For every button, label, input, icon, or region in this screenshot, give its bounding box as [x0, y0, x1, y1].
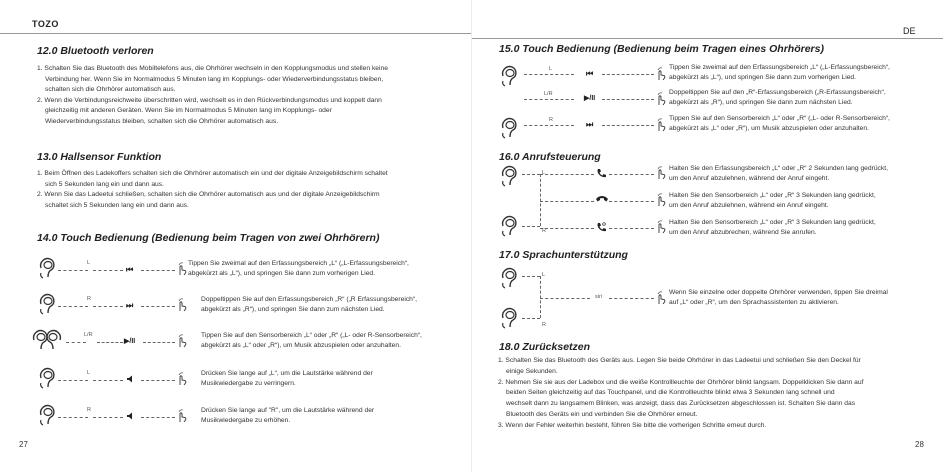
text-line: abgekürzt als „L“ oder „R“), um Musik abzuspielen oder anzuhalten.	[669, 125, 869, 133]
connector-line	[609, 228, 654, 229]
volume-down-icon	[126, 375, 134, 383]
text-line: Tippen Sie zweimal auf den Erfassungsbereich „L“ („L-Erfassungsbereich“,	[669, 64, 890, 71]
text-line: abgekürzt als „R“), und springen Sie dann zum nächsten Lied.	[669, 99, 853, 107]
earbud-icon	[499, 116, 521, 140]
text-line: Doppeltippen Sie auf den Erfassungsbereich „R“ („R Erfassungsbereich“,	[201, 296, 417, 303]
text-line: Doppeltippen Sie auf den „R“-Erfassungsbereich („R-Erfassungsbereich“,	[669, 89, 886, 96]
connector-line	[58, 417, 88, 418]
section-title-bluetooth-lost: 12.0 Bluetooth verloren	[37, 45, 154, 57]
connector-line	[141, 380, 175, 381]
tap-hand-icon	[177, 262, 187, 276]
connector-line	[540, 174, 541, 226]
phone-reject-icon	[596, 195, 608, 203]
connector-line	[540, 201, 594, 202]
page-number: 27	[19, 440, 28, 449]
siri-label: siri	[595, 294, 603, 300]
text-line: 2. Wenn die Verbindungsreichweite überschritten wird, wechselt es in den Rückverbindungsmodus und koppelt dann	[37, 96, 382, 104]
earbud-icon	[37, 292, 59, 316]
connector-line	[540, 174, 594, 175]
connector-line	[58, 270, 88, 271]
touch-row	[0, 328, 471, 358]
connector-line	[58, 380, 88, 381]
connector-line	[93, 380, 123, 381]
touch-diagram-single	[472, 62, 943, 140]
text-line: um den Anruf abzubrechen, während Sie anrufen.	[669, 229, 817, 237]
text-line: abgekürzt als „L“), und springen Sie dann zum vorherigen Lied.	[188, 270, 375, 278]
connector-line	[522, 226, 540, 227]
sensor-label: L	[542, 272, 546, 278]
text-line: 2. Nehmen Sie sie aus der Ladebox und die weiße Kontrollleuchte der Ohrhörer blinkt langsam. Doppelklicken Sie dann auf	[498, 378, 864, 386]
instruction-text	[669, 288, 941, 308]
instruction-text	[201, 295, 466, 315]
brand-logo: TOZO	[32, 19, 59, 29]
instruction-text	[669, 88, 941, 108]
connector-line	[522, 174, 540, 175]
instruction-text	[669, 114, 941, 134]
touch-row	[0, 366, 471, 396]
tap-hand-icon	[177, 409, 187, 423]
text-line: Tippen Sie auf den Sensorbereich „L“ oder „R“ („L- oder R-Sensorbereich“,	[669, 115, 890, 122]
next-track-icon: ⏭	[586, 120, 594, 129]
section-title-reset: 18.0 Zurücksetzen	[499, 341, 591, 353]
sensor-label: L/R	[84, 332, 93, 338]
sensor-label: L	[542, 170, 546, 176]
section-body-reset	[498, 356, 938, 432]
connector-line	[143, 342, 175, 343]
sensor-label: L/R	[544, 91, 553, 97]
text-line: 1. Schalten Sie das Bluetooth des Mobiltelefons aus, die Ohrhörer wechseln in den Kopplungsmodus und stellen keine	[37, 65, 388, 72]
connector-line	[524, 74, 574, 75]
text-line: abgekürzt als „L“), und springen Sie dann zum vorherigen Lied.	[669, 74, 856, 82]
instruction-text	[201, 406, 466, 426]
text-line: Tippen Sie auf den Sensorbereich „L“ oder „R“ („L- oder R-Sensorbereich“,	[201, 332, 422, 339]
connector-line	[141, 306, 175, 307]
play-pause-icon: ▶/II	[124, 338, 136, 345]
instruction-text	[669, 164, 941, 184]
section-title-touch-two: 14.0 Touch Bedienung (Bedienung beim Tragen von zwei Ohrhörern)	[37, 232, 380, 244]
text-line: Wiederverbindungsstatus bleiben, schalten sich die Ohrhörer automatisch aus.	[45, 117, 279, 125]
connector-line	[97, 342, 123, 343]
section-title-touch-one: 15.0 Touch Bedienung (Bedienung beim Tragen eines Ohrhörers)	[499, 43, 824, 55]
text-line: wechselt dann zu langsamem Blinken, was anzeigt, dass das Zurücksetzen abgeschlossen ist. Schalten Sie dann das	[506, 400, 856, 408]
connector-line	[93, 417, 123, 418]
header-rule	[0, 33, 471, 34]
connector-line	[524, 125, 574, 126]
connector-line	[602, 74, 654, 75]
section-body-hall-sensor	[37, 169, 462, 211]
text-line: Tippen Sie zweimal auf den Erfassungsbereich „L“ („L-Erfassungsbereich“,	[188, 260, 409, 267]
sensor-label: L	[87, 370, 91, 376]
touch-row	[0, 403, 471, 433]
connector-line	[540, 298, 590, 299]
play-pause-icon: ▶/II	[584, 95, 596, 102]
tap-hand-icon	[656, 220, 666, 234]
text-line: 2. Wenn Sie das Ladeetui schließen, schalten sich die Ohrhörer automatisch aus und der digitale Anzeigebildschirm	[37, 191, 380, 199]
phone-answer-icon	[596, 168, 606, 178]
earbud-icon	[499, 214, 521, 238]
earbud-icon	[37, 366, 59, 390]
section-title-hall-sensor: 13.0 Hallsensor Funktion	[37, 151, 162, 163]
text-line: abgekürzt als „R“), und springen Sie dann zum nächsten Lied.	[201, 306, 385, 314]
connector-line	[602, 99, 654, 100]
connector-line	[540, 228, 594, 229]
sensor-label: R	[87, 296, 91, 302]
earbud-icon	[499, 306, 521, 330]
section-title-voice-assistant: 17.0 Sprachunterstützung	[499, 249, 628, 261]
instruction-text	[669, 218, 941, 238]
connector-line	[609, 298, 654, 299]
text-line: sich 5 Sekunden lang ein und dann aus.	[45, 180, 164, 188]
text-line: 1. Beim Öffnen des Ladekoffers schalten sich die Ohrhörer automatisch ein und der digitale Anzeigebildschirm schaltet	[37, 170, 388, 177]
voice-assistant-diagram	[472, 266, 943, 332]
tap-hand-icon	[656, 118, 666, 132]
earbud-pair-icon	[30, 328, 64, 354]
connector-line	[540, 276, 541, 318]
sensor-label: L	[87, 260, 91, 266]
text-line: 1. Schalten Sie das Bluetooth des Geräts aus. Legen Sie beide Ohrhörer in das Ladeetui und schließen Sie den Deckel für	[498, 357, 861, 364]
tap-hand-icon	[656, 67, 666, 81]
tap-hand-icon	[656, 166, 666, 180]
tap-hand-icon	[177, 372, 187, 386]
text-line: gleichzeitig mit anderen Geräten. Wenn Sie im Normalmodus 5 Minuten lang im Kopplungs- oder	[45, 107, 332, 115]
text-line: Musikwiedergabe zu verringern.	[201, 380, 296, 388]
text-line: Verbindung her. Wenn Sie im Normalmodus 5 Minuten lang im Kopplungs- oder Wiederverbindungsstatus bleiben,	[45, 75, 384, 83]
text-line: schaltet sich 5 Sekunden lang ein und dann aus.	[45, 201, 189, 209]
section-title-call-control: 16.0 Anrufsteuerung	[499, 151, 601, 163]
sensor-label: R	[542, 322, 546, 328]
right-page	[472, 0, 943, 472]
instruction-text	[201, 331, 466, 351]
instruction-text	[188, 259, 468, 279]
instruction-text	[201, 369, 466, 389]
text-line: 3. Wenn der Fehler weiterhin besteht, führen Sie bitte die vorherigen Schritte erneut durch.	[498, 421, 767, 429]
left-page	[0, 0, 471, 472]
call-control-diagram	[472, 162, 943, 242]
tap-hand-icon	[656, 92, 666, 106]
connector-line	[93, 270, 123, 271]
text-line: abgekürzt als „L“ oder „R“), um Musik abzuspielen oder anzuhalten.	[201, 342, 401, 350]
phone-end-icon	[596, 222, 606, 232]
instruction-text	[669, 191, 941, 211]
section-body-bluetooth-lost	[37, 64, 462, 128]
earbud-icon	[37, 256, 59, 280]
tap-hand-icon	[177, 334, 187, 348]
connector-line	[93, 306, 123, 307]
connector-line	[602, 125, 654, 126]
tap-hand-icon	[656, 193, 666, 207]
sensor-label: R	[549, 117, 553, 123]
previous-track-icon: ⏮	[126, 265, 134, 274]
connector-line	[522, 276, 540, 277]
text-line: Drücken Sie lange auf „L“, um die Lautstärke während der	[201, 370, 373, 377]
earbud-icon	[499, 266, 521, 290]
text-line: Halten Sie den Erfassungsbereich „L“ oder „R“ 2 Sekunden lang gedrückt,	[669, 165, 888, 172]
text-line: schalten sich die Ohrhörer automatisch aus.	[45, 86, 176, 94]
text-line: Drücken Sie lange auf "R", um die Lautstärke während der	[201, 407, 375, 414]
text-line: Wenn Sie einzelne oder doppelte Ohrhörer verwenden, tippen Sie dreimal	[669, 289, 888, 296]
connector-line	[609, 174, 654, 175]
language-code: DE	[903, 26, 916, 36]
text-line: beiden Seiten gleichzeitig auf das Touchpanel, und die Kontrollleuchte blinkt etwa 3 Sekunden lang schnell und	[506, 389, 835, 397]
tap-hand-icon	[177, 298, 187, 312]
text-line: Musikwiedergabe zu erhöhen.	[201, 417, 291, 425]
earbud-icon	[499, 64, 521, 88]
touch-row	[0, 256, 471, 286]
volume-up-icon	[126, 412, 134, 420]
earbud-icon	[499, 164, 521, 188]
sensor-label: L	[549, 66, 553, 72]
text-line: Halten Sie den Sensorbereich „L“ oder „R“ 3 Sekunden lang gedrückt,	[669, 219, 876, 226]
sensor-label: R	[542, 228, 546, 234]
connector-line	[141, 417, 175, 418]
connector-line	[522, 318, 540, 319]
earbud-icon	[37, 403, 59, 427]
connector-line	[524, 99, 574, 100]
touch-row	[0, 292, 471, 322]
previous-track-icon: ⏮	[586, 69, 594, 78]
instruction-text	[669, 63, 941, 83]
text-line: einige Sekunden.	[506, 367, 558, 375]
connector-line	[66, 342, 86, 343]
text-line: auf „L“ oder „R“, um den Sprachassistenten zu aktivieren.	[669, 299, 839, 307]
header-rule	[472, 38, 943, 39]
text-line: um den Anruf abzulehnen, während der Anruf eingeht.	[669, 175, 830, 183]
connector-line	[58, 306, 88, 307]
connector-line	[141, 270, 175, 271]
connector-line	[609, 201, 654, 202]
sensor-label: R	[87, 407, 91, 413]
text-line: Halten Sie den Sensorbereich „L“ oder „R“ 3 Sekunden lang gedrückt,	[669, 192, 876, 199]
page-number: 28	[915, 440, 924, 449]
text-line: Bluetooth des Geräts ein und verbinden Sie die Ohrhörer erneut.	[506, 410, 698, 418]
next-track-icon: ⏭	[126, 301, 134, 310]
tap-hand-icon	[656, 291, 666, 305]
text-line: um den Anruf abzulehnen, während ein Anruf eingeht.	[669, 202, 829, 210]
